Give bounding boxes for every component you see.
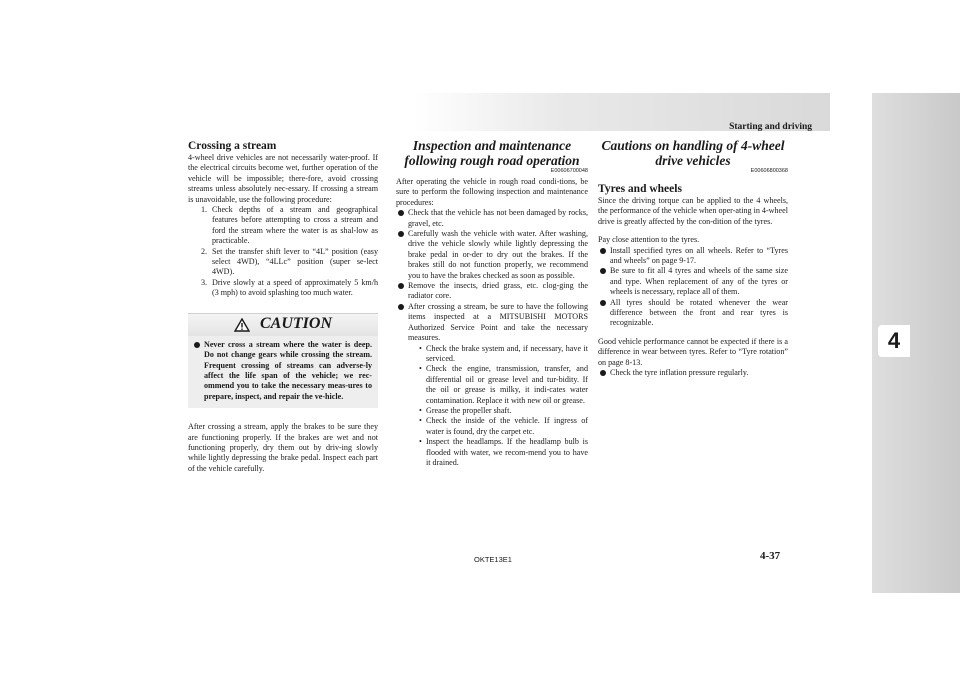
sub-list — [408, 344, 588, 469]
caution-body — [188, 336, 378, 408]
section-code: E00606700048 — [550, 168, 588, 174]
subheading-tyres: Tyres and wheels — [598, 183, 682, 195]
warning-triangle-icon — [234, 318, 250, 332]
column-crossing-stream — [188, 140, 378, 474]
caution-header — [188, 314, 378, 336]
chapter-number: 4 — [878, 325, 910, 357]
step-item: 2. Set the transfer shift lever to “4L” position (easy select 4WD), “4LLc” position (super se-lect 4WD). — [201, 246, 378, 277]
caution-title: CAUTION — [259, 315, 332, 333]
column-4wd-cautions — [598, 138, 788, 379]
tyres-list — [598, 246, 788, 329]
tyres-intro: Since the driving torque can be applied to the 4 wheels, the performance of the vehicle when oper-ating in 4-wheel drive is greatly affected by the con-dition of the tyres. — [598, 196, 788, 226]
sub-item: • Inspect the headlamps. If the headlamp bulb is flooded with water, we recom-mend you to have it drained. — [419, 437, 588, 467]
list-item: Remove the insects, dried grass, etc. clog-ging the radiator core. — [396, 281, 588, 302]
column-inspection — [396, 138, 588, 468]
step-item: 1. Check depths of a stream and geographical features before attempting to cross a stream and ford the stream where the water is as shal-low as practicable. — [201, 205, 378, 246]
list-item: Check that the vehicle has not been damaged by rocks, gravel, etc. — [396, 208, 588, 229]
tyres-attention: Pay close attention to the tyres. — [598, 235, 700, 245]
list-item: Install specified tyres on all wheels. Refer to “Tyres and wheels” on page 9-17. — [598, 246, 788, 267]
page-number: 4-37 — [760, 550, 781, 562]
list-item: All tyres should be rotated whenever the wear difference between the front and rear tyres is recognizable. — [598, 298, 788, 329]
step-item: 3. Drive slowly at a speed of approximately 5 km/h (3 mph) to avoid splashing too much water. — [201, 277, 378, 298]
section-heading-crossing-stream: Crossing a stream — [188, 140, 277, 152]
caution-box — [188, 313, 378, 408]
footer-code: OKTE13E1 — [474, 555, 512, 564]
section-code: E00606800368 — [750, 168, 788, 174]
sub-item: • Check the brake system and, if necessary, have it serviced. — [419, 343, 588, 363]
sub-item: • Grease the propeller shaft. — [419, 405, 512, 415]
list-item: Check the tyre inflation pressure regularly. — [598, 368, 788, 378]
section-heading-inspection: Inspection and maintenance following rough road operation — [404, 138, 580, 168]
inspection-list — [396, 208, 588, 468]
caution-item: Never cross a stream where the water is deep. Do not change gears while crossing the stream. Frequent crossing of streams can adverse-ly affect the life span of the vehicle; we rec-ommend you to take the necessary meas-ures to prepare, inspect, and repair the ve-hicle. — [192, 340, 372, 402]
section-heading-4wd: Cautions on handling of 4-wheel drive vehicles — [601, 138, 785, 168]
sub-item: • Check the engine, transmission, transfer, and differential oil or grease level and tur-bidity. If the oil or grease is milky, it indi-cates water contamination. Replace it with new oil or grease. — [419, 364, 588, 405]
tyres-list-2 — [598, 368, 788, 378]
crossing-steps — [188, 205, 378, 299]
list-item: Be sure to fit all 4 tyres and wheels of the same size and type. When replacement of any of the tyres or wheels is necessary, replace all of them. — [598, 266, 788, 297]
chapter-tab — [872, 93, 960, 593]
inspection-intro: After operating the vehicle in rough road condi-tions, be sure to perform the following inspection and maintenance procedures: — [396, 177, 588, 207]
list-item: After crossing a stream, be sure to have the following items inspected at a MITSUBISHI MOTORS Authorized Service Point and take the necessary measures. • Check the brake system and, if necessary, have it serviced. • Check the engine, transmission, transfer, and differential oil or grease level and tur-bidity. If the oil or grease is milky, it indi-cates water contamination. Replace it with new oil or grease. • Grease the propeller shaft. • Check the inside of the vehicle. If ingress of water is found, dry the carpet etc. • Inspect the headlamps. If the headlamp bulb is flooded with water, we recom-mend you to have it drained. — [396, 302, 588, 469]
sub-item: • Check the inside of the vehicle. If ingress of water is found, dry the carpet etc. — [419, 416, 588, 436]
crossing-intro: 4-wheel drive vehicles are not necessarily water-proof. If the electrical circuits become wet, further operation of the vehicle will be impossible; there-fore, avoid crossing streams unless absolutely nec-essary. If crossing a stream is unavoidable, use the following procedure: — [188, 153, 378, 204]
list-item: Carefully wash the vehicle with water. After washing, drive the vehicle slowly while lightly depressing the brake pedal in or-der to dry out the brakes. If the brakes still do not function properly, we recommend you to have the brakes checked as soon as possible. — [396, 229, 588, 281]
after-crossing-text: After crossing a stream, apply the brakes to be sure they are functioning properly. If the brakes are wet and not functioning properly, dry them out by driv-ing slowly while lightly depressing the brake pedal. Inspect each part of the vehicle carefully. — [188, 422, 378, 473]
running-head: Starting and driving — [729, 122, 812, 132]
tyres-performance: Good vehicle performance cannot be expected if there is a difference in wear between tyres. Refer to “Tyre rotation” on page 8-13. — [598, 336, 788, 367]
